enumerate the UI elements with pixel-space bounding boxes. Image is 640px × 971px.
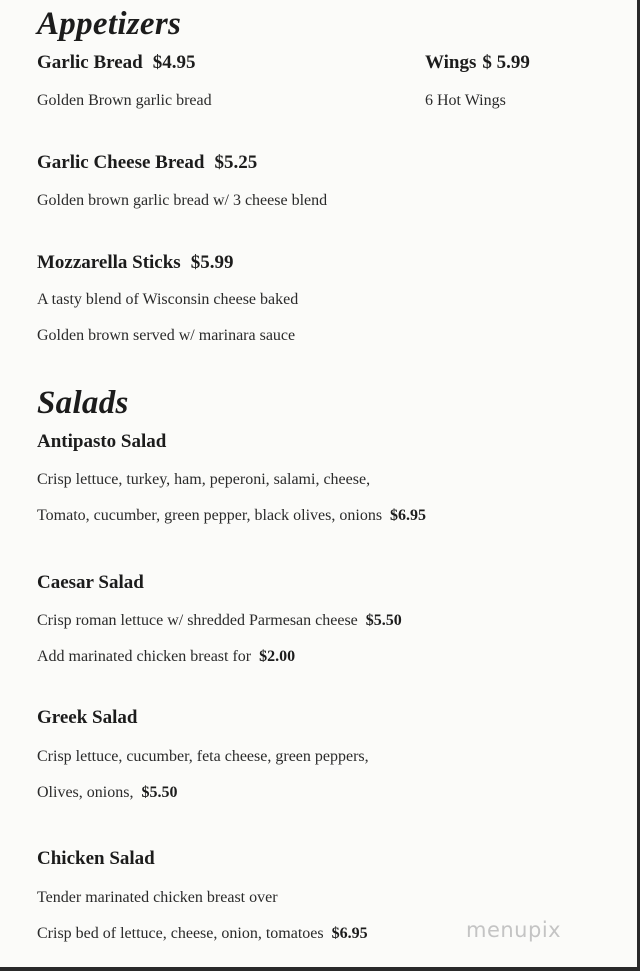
garlic-bread-item [37, 52, 195, 74]
mozzarella-sticks-name: Mozzarella Sticks [37, 252, 181, 273]
caesar-salad-addon [37, 648, 295, 666]
antipasto-salad-description-2-text: Tomato, cucumber, green pepper, black olives, onions [37, 507, 383, 524]
greek-salad-description-1: Crisp lettuce, cucumber, feta cheese, green peppers, [37, 748, 369, 765]
greek-salad-description-2-text: Olives, onions, [37, 784, 134, 801]
wings-description: 6 Hot Wings [425, 92, 506, 109]
garlic-bread-name: Garlic Bread [37, 52, 143, 73]
mozzarella-sticks-description-2: Golden brown served w/ marinara sauce [37, 327, 296, 344]
wings-item [425, 52, 530, 74]
caesar-salad-addon-text: Add marinated chicken breast for [37, 648, 252, 665]
caesar-salad-price: $5.50 [365, 612, 402, 629]
chicken-salad-description-1: Tender marinated chicken breast over [37, 889, 278, 906]
garlic-cheese-bread-description: Golden brown garlic bread w/ 3 cheese blend [37, 192, 328, 209]
garlic-cheese-bread-item [37, 152, 257, 174]
greek-salad-description-2 [37, 784, 177, 802]
page-bottom-edge [0, 967, 640, 971]
greek-salad-name: Greek Salad [37, 707, 138, 728]
chicken-salad-description-2 [37, 925, 368, 943]
wings-name: Wings [425, 52, 477, 73]
caesar-salad-name: Caesar Salad [37, 572, 144, 593]
menupix-watermark: menupix [466, 918, 562, 942]
antipasto-salad-description-1: Crisp lettuce, turkey, ham, peperoni, salami, cheese, [37, 471, 371, 488]
mozzarella-sticks-price: $5.99 [190, 252, 234, 273]
caesar-salad-addon-price: $2.00 [259, 648, 296, 665]
garlic-cheese-bread-price: $5.25 [214, 152, 258, 173]
caesar-salad-description-text: Crisp roman lettuce w/ shredded Parmesan cheese [37, 612, 358, 629]
chicken-salad-description-2-text: Crisp bed of lettuce, cheese, onion, tomatoes [37, 925, 324, 942]
caesar-salad-description [37, 612, 402, 630]
antipasto-salad-description-2 [37, 507, 426, 525]
garlic-cheese-bread-name: Garlic Cheese Bread [37, 152, 205, 173]
salads-heading: Salads [37, 385, 129, 421]
antipasto-salad-price: $6.95 [390, 507, 427, 524]
greek-salad-price: $5.50 [141, 784, 178, 801]
garlic-bread-price: $4.95 [152, 52, 196, 73]
chicken-salad-price: $6.95 [331, 925, 368, 942]
antipasto-salad-name: Antipasto Salad [37, 431, 167, 452]
garlic-bread-description: Golden Brown garlic bread [37, 92, 212, 109]
wings-price: $ 5.99 [482, 52, 530, 73]
chicken-salad-name: Chicken Salad [37, 848, 155, 869]
mozzarella-sticks-description-1: A tasty blend of Wisconsin cheese baked [37, 291, 299, 308]
appetizers-heading: Appetizers [37, 6, 182, 42]
mozzarella-sticks-item [37, 252, 233, 274]
